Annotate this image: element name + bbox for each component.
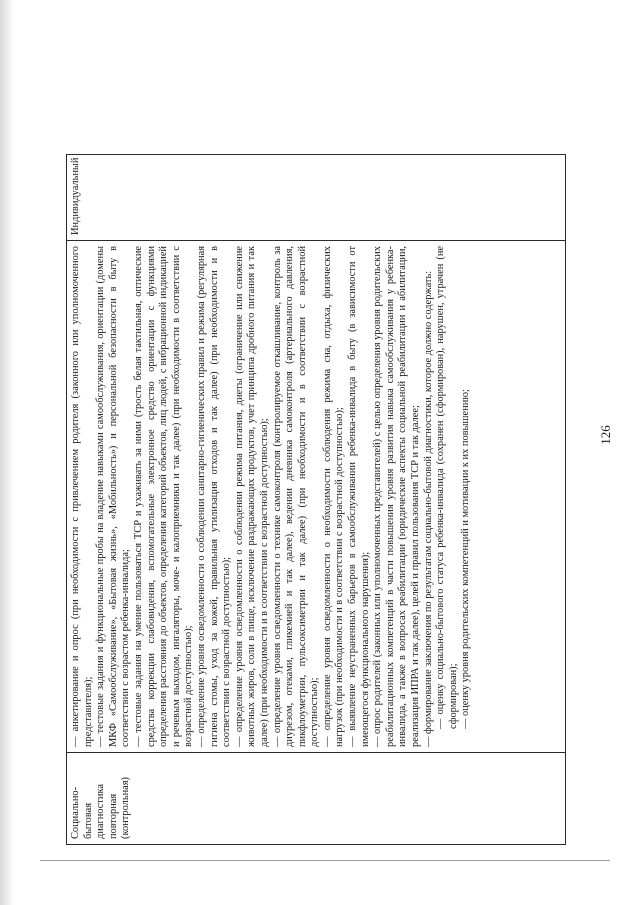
format-cell — [67, 155, 566, 241]
section-title: Социально-бытовая диагностика повторная (контрольная) — [70, 777, 132, 839]
list-item: — определение уровня осведомленности о соблюдении санитарно-гигиенических правил и режима (регулярная гигиена стомы, уход за кожей, правильная утилизация отходов и так далее) (при необходимости и в соответствии с возрастной доступностью); — [195, 246, 233, 747]
sub-list-item: — оценку социально-бытового статуса ребенка-инвалида (сохранен (сформирован), нарушен, утрачен (не сформирован); — [435, 246, 459, 729]
rotated-table-block — [66, 155, 566, 845]
services-table — [66, 154, 566, 845]
scan-shadow — [0, 0, 14, 905]
list-item: — анкетирование и опрос (при необходимости с привлечением родителя (законного или уполномоченного представителя); — [70, 246, 94, 747]
list-item: — опрос родителей (законных или уполномоченных представителей) с целью определения уровня родительских реабилитационных компетенций в части повышения уровня развития навыка самообслуживания у ребенка-инвалида, а также в вопросах реабилитации (юридические аспекты социальной реабилитации и абилитации, реализация ИПРА и так далее), целей и правил пользования ТСР и так далее; — [372, 246, 422, 747]
list-item: — определение уровня осведомленности о соблюдении режима питания, диеты (ограничение или снижение животных жиров, соли в пище, исключение раздражающих продуктов, учет принципа дробного питания и так далее) (при необходимости и в соответствии с возрастной доступностью); — [233, 246, 270, 747]
list-item: — определение уровня осведомленности о необходимости соблюдения режима сна, отдыха, физических нагрузок (при необходимости и в соответствии с возрастной доступностью); — [321, 246, 346, 747]
sub-list-item: — оценку уровня родительских компетенций и мотивации к их повышению; — [460, 389, 472, 729]
list-item: — тестовые задания и функциональные пробы на владение навыками самообслуживания, ориентации (домены МКФ «Самообслуживание», «Бытовая жизнь», «Мобильность») и персональной безопасности в быту в соответствии с возрастом ребенка-инвалида; — [95, 246, 132, 747]
list-item: — определение уровня осведомленности о технике самоконтроля (контролируемое откашливание, контроль за диурезом, отеками, гликемией и так далее), ведении дневника самоконтроля (артериального давления, пикфлоуметрии, пульсоксиметрии и так далее) (при необходимости и в соответствии с возрастной доступностью); — [271, 246, 321, 747]
page-number: 126 — [598, 425, 613, 445]
content-cell — [67, 241, 566, 753]
section-title-cell — [67, 753, 566, 845]
list-item: — тестовые задания на умение пользоваться ТСР и ухаживать за ними (трость белая тактильная, оптические средства коррекции слабовидения, вспомогательные электронное средство ориентации с функциями определения расстояния до объектов, определения категорий объектов, лиц людей, с вибрационной индикацией и речевым выходом, ингаляторы, моче- и калоприемники и так далее) (при необходимости в соответствии с возрастной доступностью); — [132, 246, 195, 747]
list-item: — формирование заключения по результатам социально-бытовой диагностики, которое должно содержать: — [422, 270, 434, 747]
format-label: Индивидуальный — [70, 157, 81, 235]
list-item: — выявление неустраненных барьеров в самообслуживании ребенка-инвалида в быту (в зависимости от имеющегося функционального нарушения); — [347, 246, 371, 747]
bottom-rule — [40, 860, 610, 861]
table-row — [67, 155, 566, 845]
